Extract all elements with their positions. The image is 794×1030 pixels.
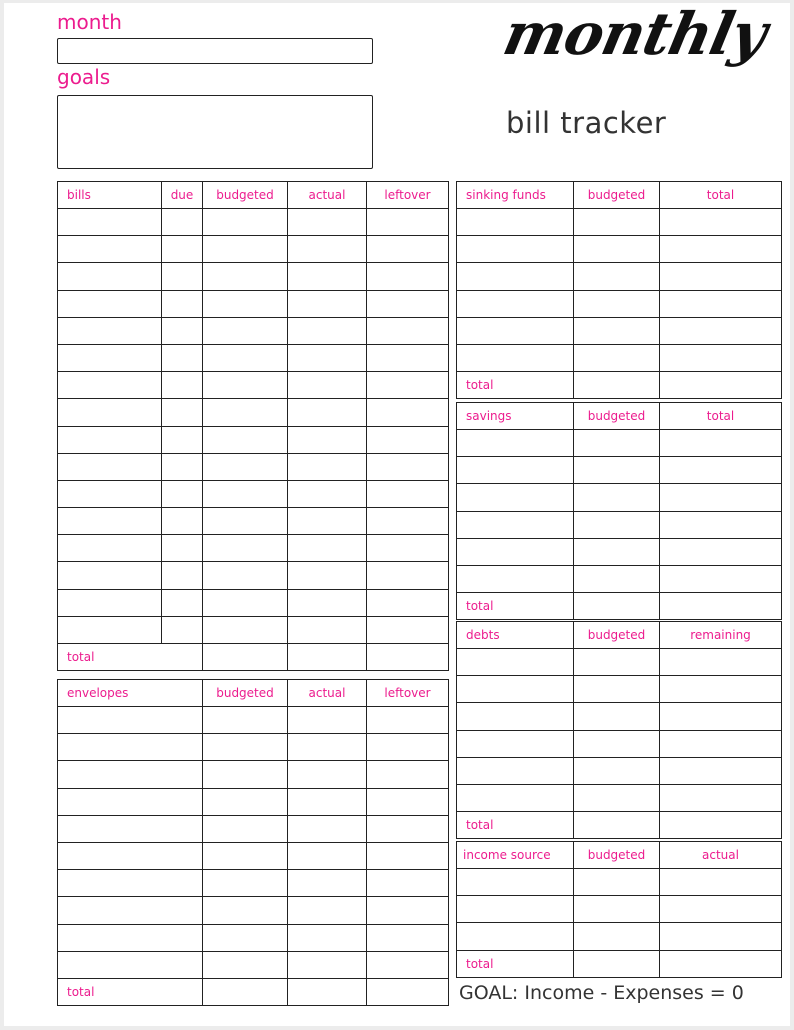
savings-cell[interactable] — [660, 538, 782, 565]
bills-cell[interactable] — [367, 317, 449, 344]
savings-cell[interactable] — [457, 430, 574, 457]
bills-cell[interactable] — [288, 290, 367, 317]
bills-cell[interactable] — [162, 372, 203, 399]
sinking-funds-total-cell[interactable] — [660, 372, 782, 399]
envelopes-cell[interactable] — [58, 842, 203, 869]
debts-cell[interactable] — [574, 757, 660, 784]
debts-total-cell[interactable] — [660, 812, 782, 839]
bills-cell[interactable] — [58, 480, 162, 507]
income-row — [457, 896, 782, 923]
envelopes-row — [58, 897, 449, 924]
envelopes-total-label: total — [58, 978, 203, 1005]
bills-cell[interactable] — [58, 589, 162, 616]
bills-cell[interactable] — [367, 426, 449, 453]
savings-cell[interactable] — [457, 565, 574, 592]
income-header-row — [457, 842, 782, 869]
sinking-funds-row — [457, 209, 782, 236]
bills-cell[interactable] — [288, 535, 367, 562]
debts-cell[interactable] — [660, 676, 782, 703]
bills-cell[interactable] — [367, 209, 449, 236]
title-subtitle: bill tracker — [506, 106, 667, 140]
sinking-funds-total-cell[interactable] — [574, 372, 660, 399]
debts-total-label: total — [457, 812, 574, 839]
savings-cell[interactable] — [457, 484, 574, 511]
envelopes-cell[interactable] — [203, 788, 288, 815]
income-header-budgeted: budgeted — [574, 842, 660, 869]
bills-row — [58, 589, 449, 616]
debts-cell[interactable] — [574, 703, 660, 730]
bills-cell[interactable] — [58, 453, 162, 480]
bills-cell[interactable] — [58, 508, 162, 535]
income-header-source: income source — [457, 842, 574, 869]
bills-cell[interactable] — [162, 480, 203, 507]
bills-cell[interactable] — [203, 453, 288, 480]
debts-header-name: debts — [457, 622, 574, 649]
envelopes-cell[interactable] — [367, 924, 449, 951]
income-cell[interactable] — [660, 896, 782, 923]
envelopes-cell[interactable] — [288, 788, 367, 815]
sinking-funds-cell[interactable] — [574, 263, 660, 290]
bills-cell[interactable] — [288, 616, 367, 643]
sinking-funds-header-total: total — [660, 182, 782, 209]
savings-cell[interactable] — [660, 457, 782, 484]
debts-cell[interactable] — [660, 757, 782, 784]
sinking-funds-header-name: sinking funds — [457, 182, 574, 209]
income-row — [457, 923, 782, 950]
bills-cell[interactable] — [58, 344, 162, 371]
bills-cell[interactable] — [288, 426, 367, 453]
savings-header-budgeted: budgeted — [574, 403, 660, 430]
bills-cell[interactable] — [162, 399, 203, 426]
savings-row — [457, 457, 782, 484]
savings-total-cell[interactable] — [574, 593, 660, 620]
sinking-funds-cell[interactable] — [660, 263, 782, 290]
bills-row — [58, 562, 449, 589]
sinking-funds-cell[interactable] — [457, 209, 574, 236]
bills-cell[interactable] — [367, 616, 449, 643]
envelopes-cell[interactable] — [367, 815, 449, 842]
savings-row — [457, 484, 782, 511]
envelopes-cell[interactable] — [288, 951, 367, 978]
bills-header-due: due — [162, 182, 203, 209]
bills-row — [58, 263, 449, 290]
envelopes-cell[interactable] — [288, 734, 367, 761]
debts-cell[interactable] — [574, 784, 660, 811]
envelopes-cell[interactable] — [203, 734, 288, 761]
sinking-funds-total-label: total — [457, 372, 574, 399]
goals-field[interactable] — [57, 95, 373, 169]
debts-header-row — [457, 622, 782, 649]
envelopes-cell[interactable] — [203, 707, 288, 734]
debts-row — [457, 730, 782, 757]
debts-header-budgeted: budgeted — [574, 622, 660, 649]
bills-cell[interactable] — [288, 317, 367, 344]
envelopes-header-row — [58, 680, 449, 707]
bills-cell[interactable] — [203, 317, 288, 344]
bills-cell[interactable] — [203, 616, 288, 643]
income-cell[interactable] — [660, 923, 782, 950]
envelopes-row — [58, 707, 449, 734]
bills-total-row — [58, 644, 449, 671]
bills-cell[interactable] — [203, 589, 288, 616]
sinking-funds-cell[interactable] — [457, 344, 574, 371]
savings-cell[interactable] — [457, 457, 574, 484]
savings-cell[interactable] — [574, 565, 660, 592]
bills-cell[interactable] — [162, 344, 203, 371]
income-row — [457, 869, 782, 896]
bills-row — [58, 317, 449, 344]
bills-row — [58, 535, 449, 562]
sinking-funds-cell[interactable] — [660, 290, 782, 317]
bills-total-cell[interactable] — [203, 644, 288, 671]
envelopes-cell[interactable] — [58, 707, 203, 734]
savings-row — [457, 538, 782, 565]
bills-cell[interactable] — [367, 263, 449, 290]
debts-cell[interactable] — [457, 730, 574, 757]
bills-cell[interactable] — [367, 290, 449, 317]
sinking-funds-cell[interactable] — [660, 317, 782, 344]
bills-cell[interactable] — [58, 236, 162, 263]
envelopes-cell[interactable] — [288, 897, 367, 924]
bills-cell[interactable] — [58, 263, 162, 290]
bills-row — [58, 399, 449, 426]
sinking-funds-cell[interactable] — [660, 209, 782, 236]
debts-row — [457, 757, 782, 784]
income-cell[interactable] — [660, 869, 782, 896]
bills-cell[interactable] — [162, 290, 203, 317]
bills-cell[interactable] — [288, 480, 367, 507]
envelopes-total-cell[interactable] — [203, 978, 288, 1005]
bills-cell[interactable] — [162, 426, 203, 453]
envelopes-cell[interactable] — [288, 924, 367, 951]
envelopes-cell[interactable] — [367, 870, 449, 897]
bills-row — [58, 508, 449, 535]
bills-cell[interactable] — [162, 508, 203, 535]
envelopes-cell[interactable] — [58, 897, 203, 924]
income-cell[interactable] — [574, 923, 660, 950]
savings-cell[interactable] — [574, 430, 660, 457]
envelopes-cell[interactable] — [58, 734, 203, 761]
debts-total-row — [457, 812, 782, 839]
bills-cell[interactable] — [203, 535, 288, 562]
envelopes-cell[interactable] — [288, 870, 367, 897]
savings-cell[interactable] — [660, 430, 782, 457]
income-cell[interactable] — [457, 896, 574, 923]
bills-header-actual: actual — [288, 182, 367, 209]
savings-cell[interactable] — [660, 565, 782, 592]
savings-total-cell[interactable] — [660, 593, 782, 620]
month-label: month — [57, 10, 122, 34]
bills-cell[interactable] — [367, 589, 449, 616]
sinking-funds-row — [457, 317, 782, 344]
envelopes-row — [58, 870, 449, 897]
debts-row — [457, 676, 782, 703]
bills-cell[interactable] — [203, 508, 288, 535]
bills-cell[interactable] — [367, 562, 449, 589]
savings-row — [457, 511, 782, 538]
savings-cell[interactable] — [660, 511, 782, 538]
envelopes-header-actual: actual — [288, 680, 367, 707]
bills-cell[interactable] — [203, 399, 288, 426]
sinking-funds-cell[interactable] — [574, 317, 660, 344]
bills-cell[interactable] — [58, 616, 162, 643]
envelopes-cell[interactable] — [367, 788, 449, 815]
sinking-funds-cell[interactable] — [574, 290, 660, 317]
bills-cell[interactable] — [288, 589, 367, 616]
bills-cell[interactable] — [367, 508, 449, 535]
envelopes-cell[interactable] — [58, 815, 203, 842]
sinking-funds-cell[interactable] — [660, 236, 782, 263]
goal-equation: GOAL: Income - Expenses = 0 — [459, 982, 744, 1004]
bills-cell[interactable] — [288, 236, 367, 263]
savings-cell[interactable] — [574, 511, 660, 538]
debts-row — [457, 703, 782, 730]
sinking-funds-cell[interactable] — [457, 290, 574, 317]
bills-cell[interactable] — [162, 616, 203, 643]
envelopes-cell[interactable] — [367, 761, 449, 788]
savings-cell[interactable] — [457, 538, 574, 565]
savings-total-label: total — [457, 593, 574, 620]
bills-cell[interactable] — [288, 263, 367, 290]
bills-table — [57, 181, 449, 671]
bills-cell[interactable] — [162, 209, 203, 236]
savings-row — [457, 430, 782, 457]
bills-row — [58, 209, 449, 236]
envelopes-header-budgeted: budgeted — [203, 680, 288, 707]
bills-cell[interactable] — [162, 453, 203, 480]
sinking-funds-table — [456, 181, 782, 399]
income-cell[interactable] — [574, 869, 660, 896]
envelopes-cell[interactable] — [203, 815, 288, 842]
envelopes-cell[interactable] — [58, 761, 203, 788]
savings-row — [457, 565, 782, 592]
income-table — [456, 841, 782, 978]
bills-cell[interactable] — [367, 236, 449, 263]
debts-cell[interactable] — [574, 649, 660, 676]
bills-cell[interactable] — [162, 317, 203, 344]
income-total-cell[interactable] — [574, 950, 660, 977]
bills-row — [58, 480, 449, 507]
sinking-funds-header-budgeted: budgeted — [574, 182, 660, 209]
envelopes-header-envelopes: envelopes — [58, 680, 203, 707]
bills-header-budgeted: budgeted — [203, 182, 288, 209]
sinking-funds-cell[interactable] — [660, 344, 782, 371]
envelopes-cell[interactable] — [203, 924, 288, 951]
goals-label: goals — [57, 65, 111, 89]
sinking-funds-cell[interactable] — [457, 236, 574, 263]
bills-cell[interactable] — [367, 535, 449, 562]
debts-cell[interactable] — [660, 784, 782, 811]
bills-header-row — [58, 182, 449, 209]
income-total-label: total — [457, 950, 574, 977]
debts-header-remaining: remaining — [660, 622, 782, 649]
sinking-funds-cell[interactable] — [457, 263, 574, 290]
envelopes-cell[interactable] — [367, 951, 449, 978]
bills-cell[interactable] — [58, 399, 162, 426]
bills-cell[interactable] — [367, 480, 449, 507]
bills-cell[interactable] — [203, 209, 288, 236]
envelopes-cell[interactable] — [367, 734, 449, 761]
envelopes-cell[interactable] — [203, 842, 288, 869]
bills-cell[interactable] — [288, 372, 367, 399]
bills-cell[interactable] — [162, 263, 203, 290]
savings-cell[interactable] — [574, 457, 660, 484]
savings-total-row — [457, 593, 782, 620]
envelopes-row — [58, 788, 449, 815]
income-header-actual: actual — [660, 842, 782, 869]
bills-cell[interactable] — [58, 209, 162, 236]
bills-total-label: total — [58, 644, 203, 671]
sinking-funds-row — [457, 290, 782, 317]
savings-table — [456, 402, 782, 620]
income-cell[interactable] — [457, 923, 574, 950]
bills-row — [58, 236, 449, 263]
envelopes-cell[interactable] — [203, 951, 288, 978]
income-cell[interactable] — [574, 896, 660, 923]
envelopes-row — [58, 761, 449, 788]
sinking-funds-cell[interactable] — [574, 209, 660, 236]
bills-row — [58, 426, 449, 453]
income-cell[interactable] — [457, 869, 574, 896]
envelopes-cell[interactable] — [288, 815, 367, 842]
bills-cell[interactable] — [288, 399, 367, 426]
envelopes-cell[interactable] — [288, 707, 367, 734]
bills-row — [58, 453, 449, 480]
debts-cell[interactable] — [660, 703, 782, 730]
envelopes-cell[interactable] — [58, 870, 203, 897]
bills-row — [58, 290, 449, 317]
bills-cell[interactable] — [367, 399, 449, 426]
bills-cell[interactable] — [367, 453, 449, 480]
debts-cell[interactable] — [660, 730, 782, 757]
envelopes-cell[interactable] — [288, 842, 367, 869]
bills-cell[interactable] — [58, 372, 162, 399]
bills-cell[interactable] — [288, 508, 367, 535]
envelopes-total-cell[interactable] — [288, 978, 367, 1005]
envelopes-row — [58, 924, 449, 951]
envelopes-cell[interactable] — [58, 951, 203, 978]
savings-cell[interactable] — [574, 538, 660, 565]
bills-cell[interactable] — [367, 344, 449, 371]
bills-cell[interactable] — [203, 290, 288, 317]
bills-cell[interactable] — [288, 209, 367, 236]
bills-cell[interactable] — [162, 236, 203, 263]
envelopes-cell[interactable] — [203, 870, 288, 897]
bills-cell[interactable] — [58, 535, 162, 562]
bills-cell[interactable] — [58, 562, 162, 589]
envelopes-cell[interactable] — [367, 707, 449, 734]
debts-cell[interactable] — [457, 784, 574, 811]
bills-cell[interactable] — [203, 372, 288, 399]
debts-cell[interactable] — [457, 676, 574, 703]
debts-cell[interactable] — [457, 757, 574, 784]
debts-total-cell[interactable] — [574, 812, 660, 839]
bills-cell[interactable] — [288, 453, 367, 480]
income-total-cell[interactable] — [660, 950, 782, 977]
sinking-funds-cell[interactable] — [457, 317, 574, 344]
envelopes-cell[interactable] — [58, 924, 203, 951]
sinking-funds-row — [457, 344, 782, 371]
sinking-funds-cell[interactable] — [574, 344, 660, 371]
envelopes-table — [57, 679, 449, 1006]
bills-cell[interactable] — [58, 426, 162, 453]
envelopes-row — [58, 815, 449, 842]
sinking-funds-row — [457, 263, 782, 290]
income-total-row — [457, 950, 782, 977]
envelopes-cell[interactable] — [288, 761, 367, 788]
bills-total-cell[interactable] — [288, 644, 367, 671]
debts-row — [457, 649, 782, 676]
debts-cell[interactable] — [457, 703, 574, 730]
sinking-funds-cell[interactable] — [574, 236, 660, 263]
envelopes-cell[interactable] — [203, 761, 288, 788]
savings-header-name: savings — [457, 403, 574, 430]
bills-cell[interactable] — [203, 263, 288, 290]
bills-cell[interactable] — [162, 535, 203, 562]
sinking-funds-header-row — [457, 182, 782, 209]
bills-cell[interactable] — [367, 372, 449, 399]
envelopes-total-row — [58, 978, 449, 1005]
envelopes-cell[interactable] — [367, 842, 449, 869]
debts-table — [456, 621, 782, 839]
bills-cell[interactable] — [162, 589, 203, 616]
envelopes-row — [58, 734, 449, 761]
bills-cell[interactable] — [58, 317, 162, 344]
bills-cell[interactable] — [203, 426, 288, 453]
bills-cell[interactable] — [203, 236, 288, 263]
sinking-funds-total-row — [457, 372, 782, 399]
envelopes-cell[interactable] — [367, 897, 449, 924]
envelopes-total-cell[interactable] — [367, 978, 449, 1005]
debts-cell[interactable] — [574, 730, 660, 757]
bills-row — [58, 372, 449, 399]
envelopes-row — [58, 842, 449, 869]
bills-row — [58, 616, 449, 643]
debts-cell[interactable] — [457, 649, 574, 676]
sinking-funds-row — [457, 236, 782, 263]
savings-cell[interactable] — [660, 484, 782, 511]
envelopes-header-leftover: leftover — [367, 680, 449, 707]
bills-cell[interactable] — [203, 480, 288, 507]
debts-row — [457, 784, 782, 811]
title-script: monthly — [497, 0, 773, 68]
savings-cell[interactable] — [457, 511, 574, 538]
bills-cell[interactable] — [203, 562, 288, 589]
bills-cell[interactable] — [288, 344, 367, 371]
envelopes-cell[interactable] — [203, 897, 288, 924]
debts-cell[interactable] — [574, 676, 660, 703]
debts-cell[interactable] — [660, 649, 782, 676]
bills-row — [58, 344, 449, 371]
bills-cell[interactable] — [203, 344, 288, 371]
savings-cell[interactable] — [574, 484, 660, 511]
savings-header-row — [457, 403, 782, 430]
bills-header-bills: bills — [58, 182, 162, 209]
bills-total-cell[interactable] — [367, 644, 449, 671]
bills-cell[interactable] — [162, 562, 203, 589]
envelopes-cell[interactable] — [58, 788, 203, 815]
savings-header-total: total — [660, 403, 782, 430]
bills-cell[interactable] — [288, 562, 367, 589]
month-field[interactable] — [57, 38, 373, 64]
bills-header-leftover: leftover — [367, 182, 449, 209]
envelopes-row — [58, 951, 449, 978]
bills-cell[interactable] — [58, 290, 162, 317]
